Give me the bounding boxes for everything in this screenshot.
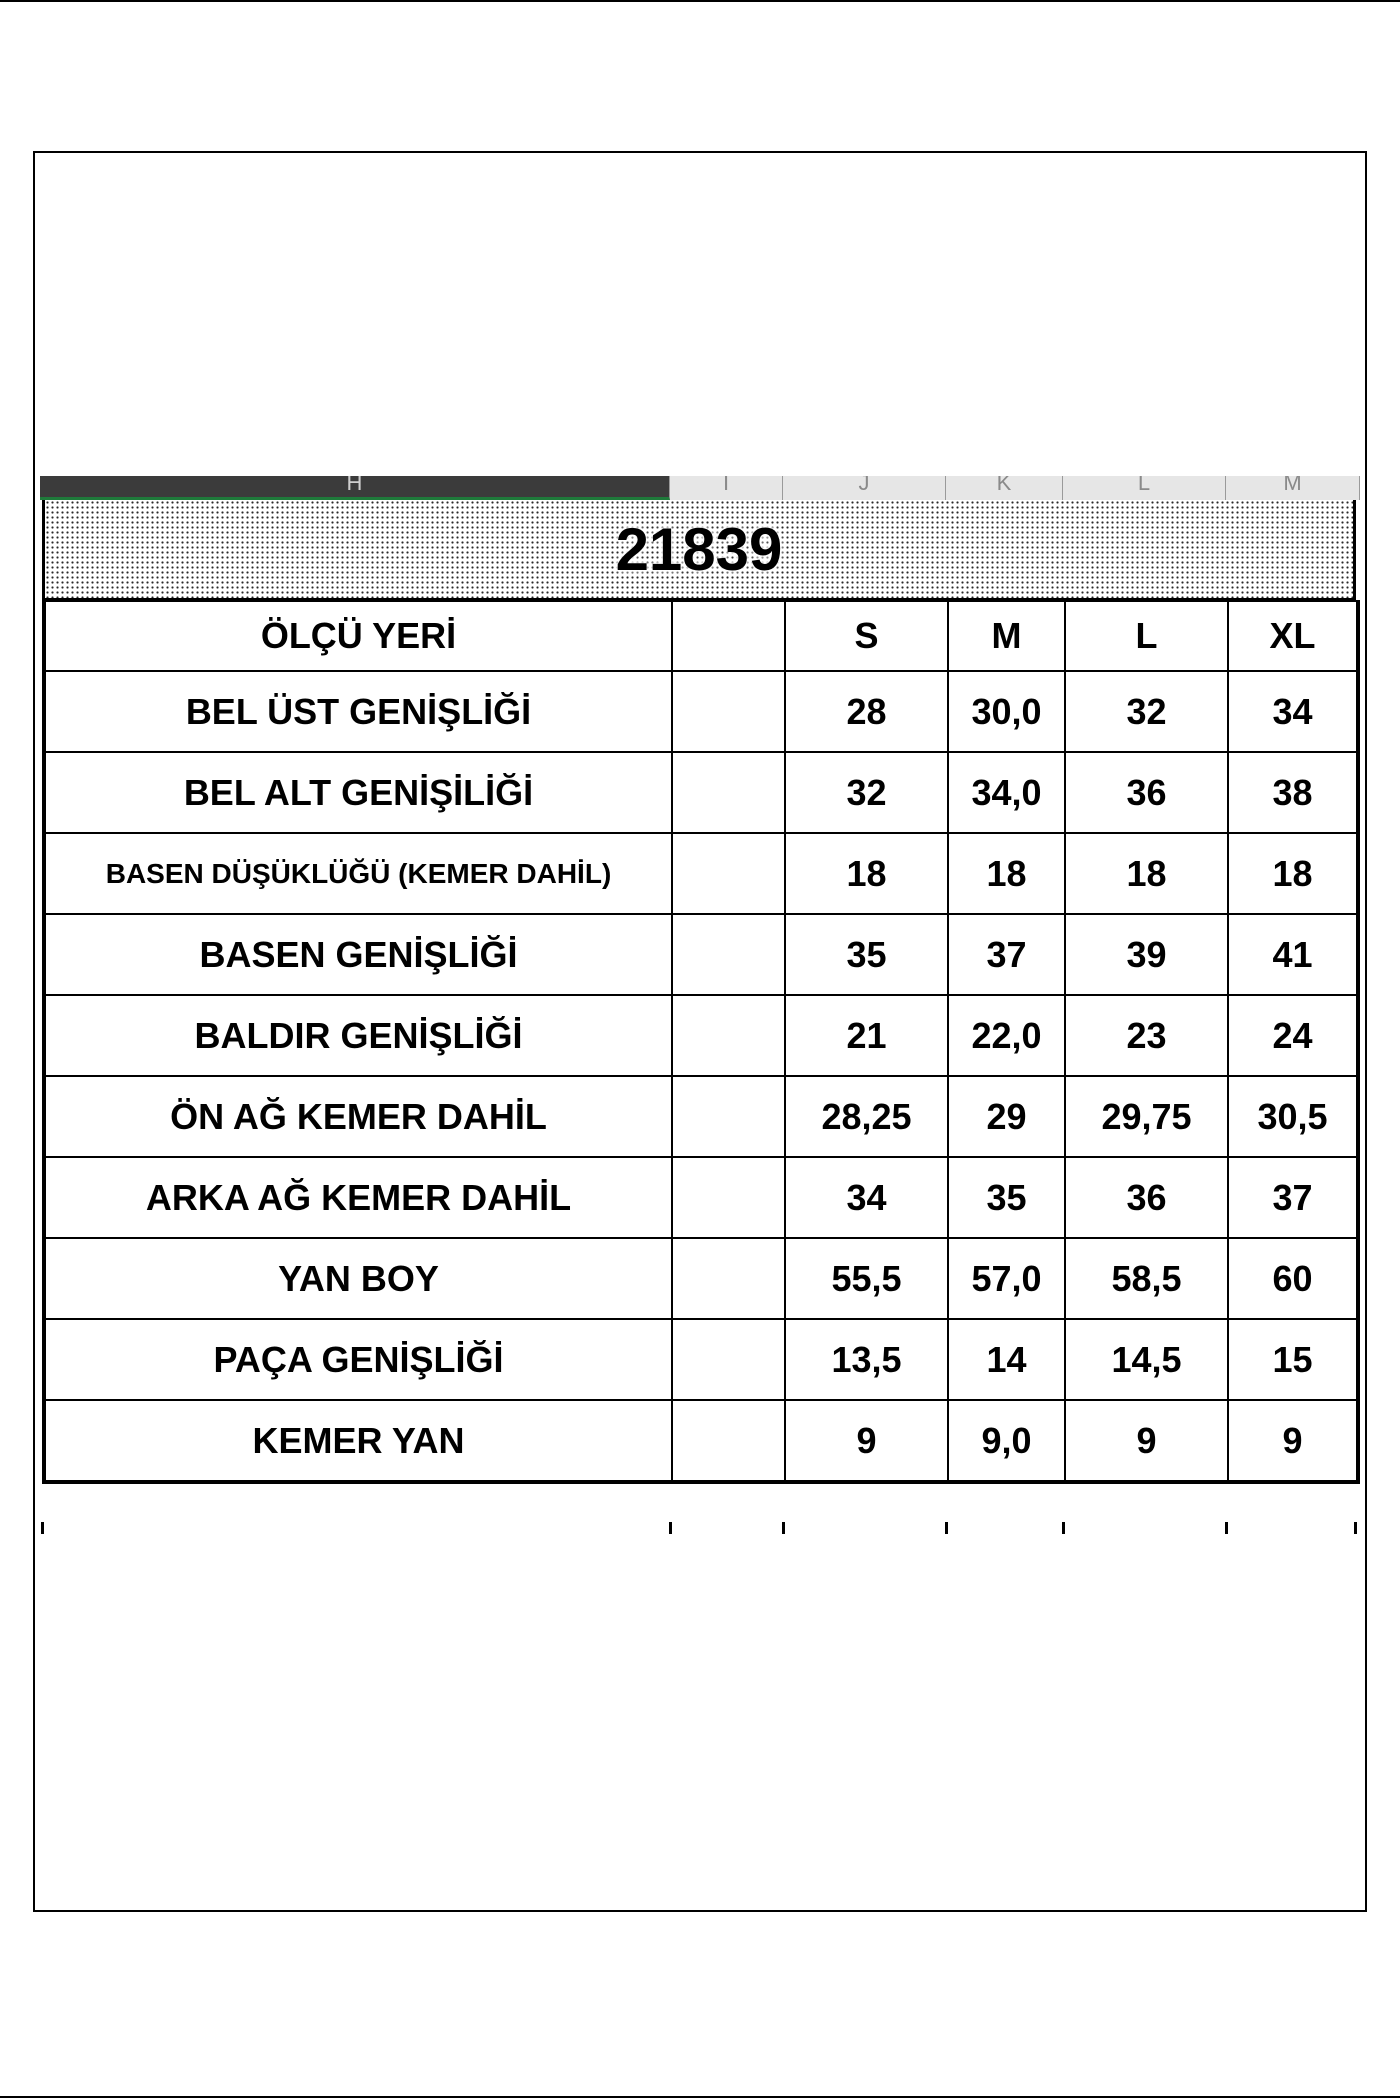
header-size-xl: XL bbox=[1228, 601, 1358, 671]
value-xl: 24 bbox=[1228, 995, 1358, 1076]
value-s: 32 bbox=[785, 752, 948, 833]
row-label: PAÇA GENİŞLİĞİ bbox=[44, 1319, 672, 1400]
table-row bbox=[44, 1157, 1358, 1238]
blank-cell bbox=[672, 1319, 785, 1400]
value-l: 9 bbox=[1065, 1400, 1228, 1482]
value-m: 9,0 bbox=[948, 1400, 1065, 1482]
value-xl: 18 bbox=[1228, 833, 1358, 914]
row-label: BASEN GENİŞLİĞİ bbox=[44, 914, 672, 995]
value-m: 14 bbox=[948, 1319, 1065, 1400]
value-l: 39 bbox=[1065, 914, 1228, 995]
blank-cell bbox=[672, 752, 785, 833]
value-m: 57,0 bbox=[948, 1238, 1065, 1319]
size-table bbox=[42, 600, 1360, 1484]
header-size-s: S bbox=[785, 601, 948, 671]
gridline-tick bbox=[1354, 1522, 1357, 1534]
column-header-i: I bbox=[670, 476, 783, 500]
gridline-tick bbox=[782, 1522, 785, 1534]
value-l: 36 bbox=[1065, 1157, 1228, 1238]
page-bottom-rule bbox=[0, 2096, 1400, 2098]
value-s: 13,5 bbox=[785, 1319, 948, 1400]
gridline-tick bbox=[1225, 1522, 1228, 1534]
value-xl: 37 bbox=[1228, 1157, 1358, 1238]
row-label: BEL ALT GENİŞİLİĞİ bbox=[44, 752, 672, 833]
table-row bbox=[44, 671, 1358, 752]
blank-cell bbox=[672, 1400, 785, 1482]
value-l: 36 bbox=[1065, 752, 1228, 833]
value-l: 29,75 bbox=[1065, 1076, 1228, 1157]
blank-cell bbox=[672, 671, 785, 752]
value-l: 58,5 bbox=[1065, 1238, 1228, 1319]
value-s: 28 bbox=[785, 671, 948, 752]
column-header-l: L bbox=[1063, 476, 1226, 500]
value-xl: 9 bbox=[1228, 1400, 1358, 1482]
table-row bbox=[44, 1319, 1358, 1400]
value-xl: 15 bbox=[1228, 1319, 1358, 1400]
table-row bbox=[44, 752, 1358, 833]
gridline-tick bbox=[41, 1522, 44, 1534]
blank-cell bbox=[672, 1157, 785, 1238]
value-m: 18 bbox=[948, 833, 1065, 914]
row-label: ÖN AĞ KEMER DAHİL bbox=[44, 1076, 672, 1157]
blank-cell bbox=[672, 1238, 785, 1319]
value-xl: 30,5 bbox=[1228, 1076, 1358, 1157]
row-label: BASEN DÜŞÜKLÜĞÜ (KEMER DAHİL) bbox=[44, 833, 672, 914]
header-blank-cell bbox=[672, 601, 785, 671]
style-code: 21839 bbox=[615, 515, 783, 583]
blank-cell bbox=[672, 995, 785, 1076]
value-s: 34 bbox=[785, 1157, 948, 1238]
value-l: 23 bbox=[1065, 995, 1228, 1076]
value-l: 14,5 bbox=[1065, 1319, 1228, 1400]
column-header-strip bbox=[40, 476, 1360, 500]
column-header-j: J bbox=[783, 476, 946, 500]
gridline-tick bbox=[1062, 1522, 1065, 1534]
value-m: 34,0 bbox=[948, 752, 1065, 833]
value-m: 29 bbox=[948, 1076, 1065, 1157]
header-size-l: L bbox=[1065, 601, 1228, 671]
blank-cell bbox=[672, 914, 785, 995]
row-label: BEL ÜST GENİŞLİĞİ bbox=[44, 671, 672, 752]
column-header-h: H bbox=[40, 476, 670, 500]
value-m: 35 bbox=[948, 1157, 1065, 1238]
value-l: 32 bbox=[1065, 671, 1228, 752]
row-label: YAN BOY bbox=[44, 1238, 672, 1319]
blank-cell bbox=[672, 1076, 785, 1157]
column-header-m: M bbox=[1226, 476, 1360, 500]
style-code-band bbox=[42, 500, 1356, 600]
value-m: 37 bbox=[948, 914, 1065, 995]
value-s: 28,25 bbox=[785, 1076, 948, 1157]
value-xl: 60 bbox=[1228, 1238, 1358, 1319]
row-label: BALDIR GENİŞLİĞİ bbox=[44, 995, 672, 1076]
column-header-k: K bbox=[946, 476, 1063, 500]
gridline-tick bbox=[945, 1522, 948, 1534]
value-m: 30,0 bbox=[948, 671, 1065, 752]
table-row bbox=[44, 1076, 1358, 1157]
header-size-m: M bbox=[948, 601, 1065, 671]
table-header-row bbox=[44, 601, 1358, 671]
row-label: ARKA AĞ KEMER DAHİL bbox=[44, 1157, 672, 1238]
value-l: 18 bbox=[1065, 833, 1228, 914]
value-s: 55,5 bbox=[785, 1238, 948, 1319]
value-m: 22,0 bbox=[948, 995, 1065, 1076]
value-xl: 34 bbox=[1228, 671, 1358, 752]
value-s: 35 bbox=[785, 914, 948, 995]
gridline-tick bbox=[669, 1522, 672, 1534]
value-s: 18 bbox=[785, 833, 948, 914]
table-row bbox=[44, 1400, 1358, 1482]
header-measure-label: ÖLÇÜ YERİ bbox=[44, 601, 672, 671]
table-row bbox=[44, 995, 1358, 1076]
value-s: 21 bbox=[785, 995, 948, 1076]
value-s: 9 bbox=[785, 1400, 948, 1482]
value-xl: 38 bbox=[1228, 752, 1358, 833]
table-row bbox=[44, 1238, 1358, 1319]
table-row bbox=[44, 914, 1358, 995]
size-chart-sheet bbox=[40, 476, 1360, 1536]
page-top-rule bbox=[0, 0, 1400, 2]
table-row bbox=[44, 833, 1358, 914]
value-xl: 41 bbox=[1228, 914, 1358, 995]
row-label: KEMER YAN bbox=[44, 1400, 672, 1482]
blank-cell bbox=[672, 833, 785, 914]
